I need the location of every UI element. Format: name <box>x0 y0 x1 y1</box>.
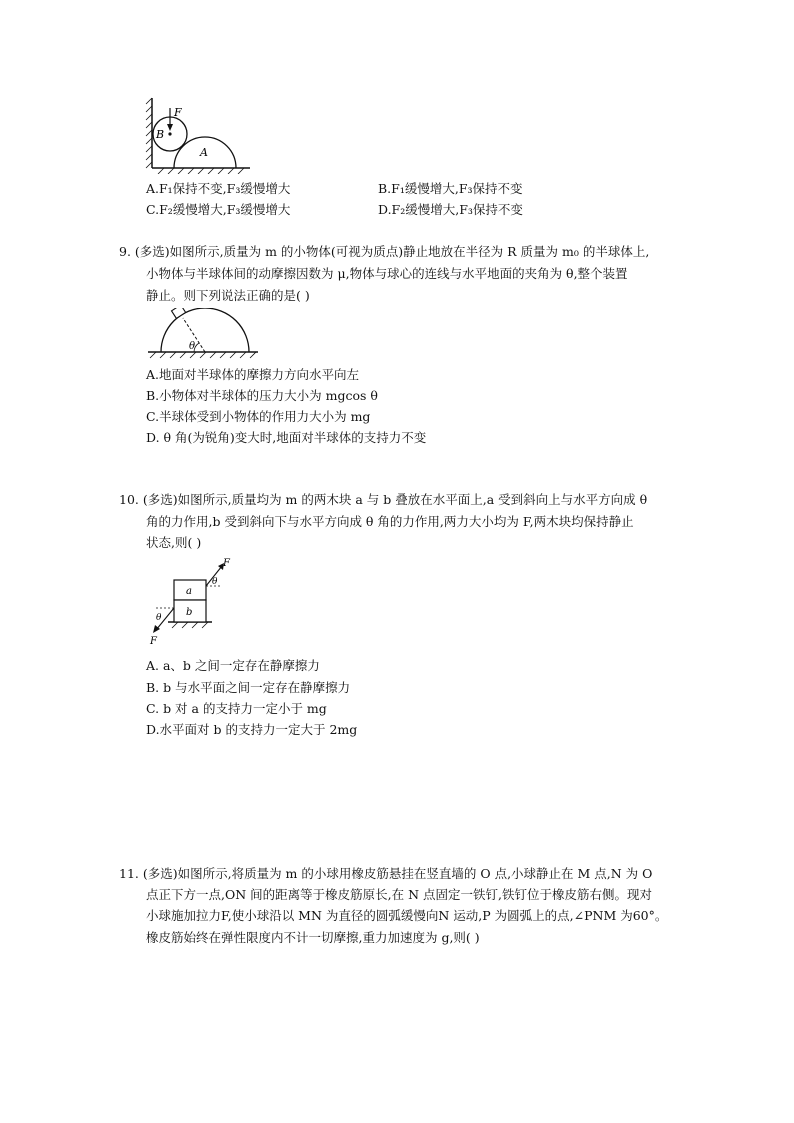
q10-label-b: b <box>186 607 193 618</box>
q8-option-d: D.F₂缓慢增大,F₃保持不变 <box>378 202 523 217</box>
q11-stem-line1: 11. (多选)如图所示,将质量为 m 的小球用橡皮筋悬挂在竖直墙的 O 点,小球静止在 M 点,N 为 O <box>119 866 653 881</box>
q10-label-theta-bottom: θ <box>156 613 162 623</box>
q11-stem-line2: 点正下方一点,ON 间的距离等于橡皮筋原长,在 N 点固定一铁钉,铁钉位于橡皮筋右侧。现对 <box>146 887 652 902</box>
q10-option-c: C. b 对 a 的支持力一定小于 mg <box>146 701 327 716</box>
q8-option-b: B.F₁缓慢增大,F₃保持不变 <box>378 181 523 196</box>
q9-label-theta: θ <box>189 341 196 352</box>
q8-option-c: C.F₂缓慢增大,F₃缓慢增大 <box>146 202 291 217</box>
q10-figure <box>146 558 236 648</box>
q10-stem-line3: 状态,则( ) <box>146 535 202 550</box>
q9-stem-line3: 静止。则下列说法正确的是( ) <box>146 288 310 303</box>
q10-stem-line2: 角的力作用,b 受到斜向下与水平方向成 θ 角的力作用,两力大小均为 F,两木块均保持静止 <box>146 514 634 529</box>
q10-option-a: A. a、b 之间一定存在静摩擦力 <box>146 658 320 673</box>
q8-label-B: B <box>156 128 165 141</box>
q8-figure <box>140 96 255 174</box>
q10-label-F-bottom: F <box>150 636 157 647</box>
q8-option-a: A.F₁保持不变,F₃缓慢增大 <box>146 181 291 196</box>
q9-option-a: A.地面对半球体的摩擦力方向水平向左 <box>146 367 360 382</box>
q10-label-F-top: F <box>223 558 230 569</box>
q8-label-A: A <box>200 146 208 159</box>
q10-label-a: a <box>186 586 192 597</box>
q10-label-theta-top: θ <box>212 577 218 587</box>
q9-figure <box>146 308 261 360</box>
q10-stem-line1: 10. (多选)如图所示,质量均为 m 的两木块 a 与 b 叠放在水平面上,a 受到斜向上与水平方向成 θ <box>119 492 648 507</box>
q9-stem-line1: 9. (多选)如图所示,质量为 m 的小物体(可视为质点)静止地放在半径为 R 质量为 m₀ 的半球体上, <box>119 244 650 259</box>
q11-stem-line3: 小球施加拉力F,使小球沿以 MN 为直径的圆弧缓慢向N 运动,P 为圆弧上的点,∠PNM 为60°。 <box>146 908 668 923</box>
q9-option-c: C.半球体受到小物体的作用力大小为 mg <box>146 409 371 424</box>
q11-stem-line4: 橡皮筋始终在弹性限度内不计一切摩擦,重力加速度为 g,则( ) <box>146 930 480 945</box>
q8-label-F: F <box>174 106 182 119</box>
q9-stem-line2: 小物体与半球体间的动摩擦因数为 μ,物体与球心的连线与水平地面的夹角为 θ,整个装置 <box>146 266 628 281</box>
q9-option-d: D. θ 角(为锐角)变大时,地面对半球体的支持力不变 <box>146 430 427 445</box>
q10-option-b: B. b 与水平面之间一定存在静摩擦力 <box>146 680 351 695</box>
q10-option-d: D.水平面对 b 的支持力一定大于 2mg <box>146 722 358 737</box>
q9-option-b: B.小物体对半球体的压力大小为 mgcos θ <box>146 388 378 403</box>
